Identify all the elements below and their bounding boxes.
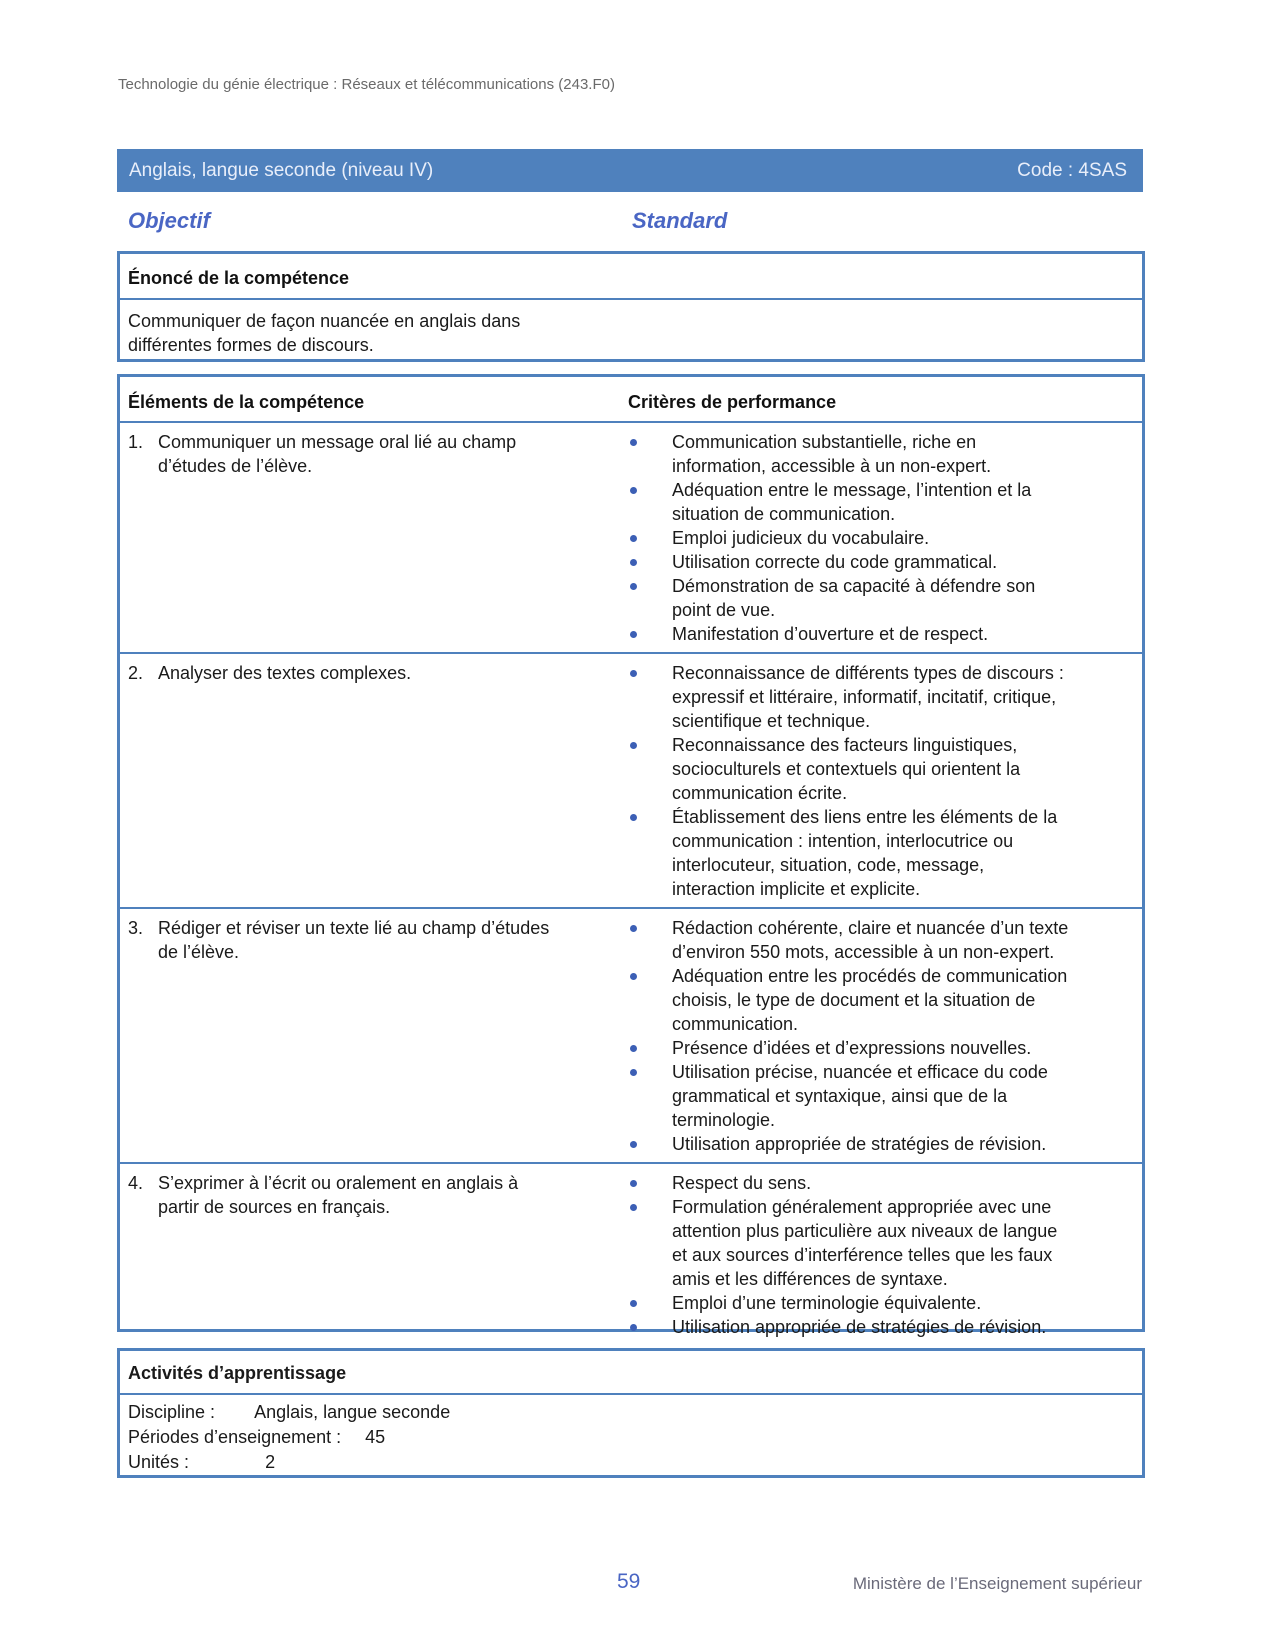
running-header: Technologie du génie électrique : Réseaux et télécommunications (243.F0) [118, 76, 615, 93]
enonce-heading: Énoncé de la compétence [128, 268, 350, 288]
bullet-icon [630, 973, 637, 980]
criterion-line: Respect du sens. [672, 1173, 812, 1193]
criterion-line: grammatical et syntaxique, ainsi que de la [672, 1086, 1008, 1106]
criterion-line: d’environ 550 mots, accessible à un non-expert. [672, 942, 1055, 962]
criterion-item [628, 526, 1128, 550]
criterion-line: Reconnaissance de différents types de discours : [672, 663, 1064, 683]
criterion-item [628, 622, 1128, 646]
bullet-icon [630, 559, 637, 566]
criterion-line: communication écrite. [672, 783, 848, 803]
criterion-line: Manifestation d’ouverture et de respect. [672, 624, 989, 644]
col-header-elements: Éléments de la compétence [128, 392, 365, 412]
standard-label: Standard [632, 208, 728, 233]
unites-line [128, 1452, 275, 1473]
course-title: Anglais, langue seconde (niveau IV) [129, 160, 434, 181]
criterion-line: Emploi d’une terminologie équivalente. [672, 1293, 982, 1313]
discipline-label: Discipline : [128, 1402, 216, 1422]
competence-table [117, 374, 1145, 1337]
criterion-line: attention plus particulière aux niveaux de langue [672, 1221, 1058, 1241]
criterion-item [628, 478, 1128, 526]
element-line: Communiquer un message oral lié au champ [158, 432, 517, 452]
bullet-icon [630, 1324, 637, 1331]
criterion-line: Rédaction cohérente, claire et nuancée d’un texte [672, 918, 1069, 938]
bullet-icon [630, 925, 637, 932]
element-text [158, 430, 618, 478]
criterion-item [628, 916, 1128, 964]
criterion-line: amis et les différences de syntaxe. [672, 1269, 948, 1289]
row-divider [120, 652, 1142, 654]
bullet-icon [630, 1204, 637, 1211]
bullet-icon [630, 1069, 637, 1076]
criterion-item [628, 1132, 1128, 1156]
element-line: Analyser des textes complexes. [158, 663, 412, 683]
element-number: 3. [128, 918, 144, 938]
bullet-icon [630, 487, 637, 494]
criterion-line: Formulation généralement appropriée avec une [672, 1197, 1052, 1217]
row-divider [120, 907, 1142, 909]
criterion-item [628, 733, 1128, 805]
bullet-icon [630, 1045, 637, 1052]
criterion-item [628, 1036, 1128, 1060]
criterion-line: Utilisation appropriée de stratégies de révision. [672, 1317, 1047, 1337]
criterion-line: Utilisation précise, nuancée et efficace du code [672, 1062, 1048, 1082]
criterion-line: Emploi judicieux du vocabulaire. [672, 528, 930, 548]
criterion-line: et aux sources d’interférence telles que les faux [672, 1245, 1053, 1265]
criterion-item [628, 1291, 1128, 1315]
criterion-line: Adéquation entre les procédés de communication [672, 966, 1068, 986]
enonce-line: Communiquer de façon nuancée en anglais dans [128, 311, 521, 331]
discipline-line [128, 1402, 450, 1423]
bullet-icon [630, 631, 637, 638]
criterion-item [628, 661, 1128, 733]
row-divider [120, 1162, 1142, 1164]
criterion-line: Établissement des liens entre les éléments de la [672, 807, 1058, 827]
criterion-line: Utilisation appropriée de stratégies de révision. [672, 1134, 1047, 1154]
criterion-line: socioculturels et contextuels qui orientent la [672, 759, 1021, 779]
element-line: partir de sources en français. [158, 1197, 391, 1217]
criterion-line: Présence d’idées et d’expressions nouvelles. [672, 1038, 1032, 1058]
discipline-value: Anglais, langue seconde [254, 1402, 451, 1422]
unites-value: 2 [265, 1452, 276, 1472]
element-text [158, 1171, 618, 1219]
criterion-item [628, 574, 1128, 622]
criterion-line: choisis, le type de document et la situation de [672, 990, 1036, 1010]
criterion-line: Utilisation correcte du code grammatical. [672, 552, 998, 572]
activities-heading: Activités d’apprentissage [128, 1363, 347, 1383]
criterion-item [628, 1060, 1128, 1132]
criterion-line: scientifique et technique. [672, 711, 871, 731]
criterion-line: interlocuteur, situation, code, message, [672, 855, 985, 875]
criterion-line: situation de communication. [672, 504, 896, 524]
element-text [158, 661, 618, 685]
enonce-box [117, 251, 1145, 362]
criterion-item [628, 430, 1128, 478]
element-number: 1. [128, 432, 144, 452]
element-number: 2. [128, 663, 144, 683]
performance-criteria-list [628, 661, 1128, 901]
element-number: 4. [128, 1173, 144, 1193]
col-header-criteres: Critères de performance [628, 392, 837, 412]
criterion-line: point de vue. [672, 600, 776, 620]
divider [120, 298, 1142, 300]
activities-box [117, 1348, 1145, 1478]
criterion-line: interaction implicite et explicite. [672, 879, 921, 899]
element-line: de l’élève. [158, 942, 240, 962]
divider [120, 421, 1142, 423]
criterion-item [628, 1315, 1128, 1339]
bullet-icon [630, 742, 637, 749]
periodes-label: Périodes d’enseignement : [128, 1427, 342, 1447]
unites-label: Unités : [128, 1452, 190, 1472]
criterion-line: terminologie. [672, 1110, 776, 1130]
course-title-bar [117, 149, 1143, 192]
criterion-line: communication. [672, 1014, 799, 1034]
criterion-item [628, 1171, 1128, 1195]
performance-criteria-list [628, 1171, 1128, 1339]
performance-criteria-list [628, 430, 1128, 646]
bullet-icon [630, 439, 637, 446]
element-text [158, 916, 618, 964]
element-line: Rédiger et réviser un texte lié au champ d’études [158, 918, 550, 938]
bullet-icon [630, 583, 637, 590]
criterion-line: Communication substantielle, riche en [672, 432, 977, 452]
course-code: Code : 4SAS [1017, 160, 1127, 181]
criterion-line: expressif et littéraire, informatif, incitatif, critique, [672, 687, 1057, 707]
periodes-line [128, 1427, 385, 1448]
ministry-footer: Ministère de l’Enseignement supérieur [852, 1574, 1142, 1593]
objectif-label: Objectif [128, 208, 210, 233]
criterion-item [628, 550, 1128, 574]
criterion-item [628, 964, 1128, 1036]
criterion-item [628, 805, 1128, 901]
criterion-line: Adéquation entre le message, l’intention et la [672, 480, 1032, 500]
enonce-line: différentes formes de discours. [128, 335, 374, 355]
page-number: 59 [617, 1570, 641, 1593]
element-line: S’exprimer à l’écrit ou oralement en anglais à [158, 1173, 519, 1193]
bullet-icon [630, 814, 637, 821]
performance-criteria-list [628, 916, 1128, 1156]
criterion-item [628, 1195, 1128, 1291]
bullet-icon [630, 1141, 637, 1148]
criterion-line: Démonstration de sa capacité à défendre son [672, 576, 1036, 596]
periodes-value: 45 [365, 1427, 386, 1447]
bullet-icon [630, 1300, 637, 1307]
criterion-line: communication : intention, interlocutrice ou [672, 831, 1014, 851]
bullet-icon [630, 1180, 637, 1187]
criterion-line: information, accessible à un non-expert. [672, 456, 992, 476]
element-line: d’études de l’élève. [158, 456, 313, 476]
bullet-icon [630, 670, 637, 677]
criterion-line: Reconnaissance des facteurs linguistiques, [672, 735, 1018, 755]
divider [120, 1393, 1142, 1395]
bullet-icon [630, 535, 637, 542]
